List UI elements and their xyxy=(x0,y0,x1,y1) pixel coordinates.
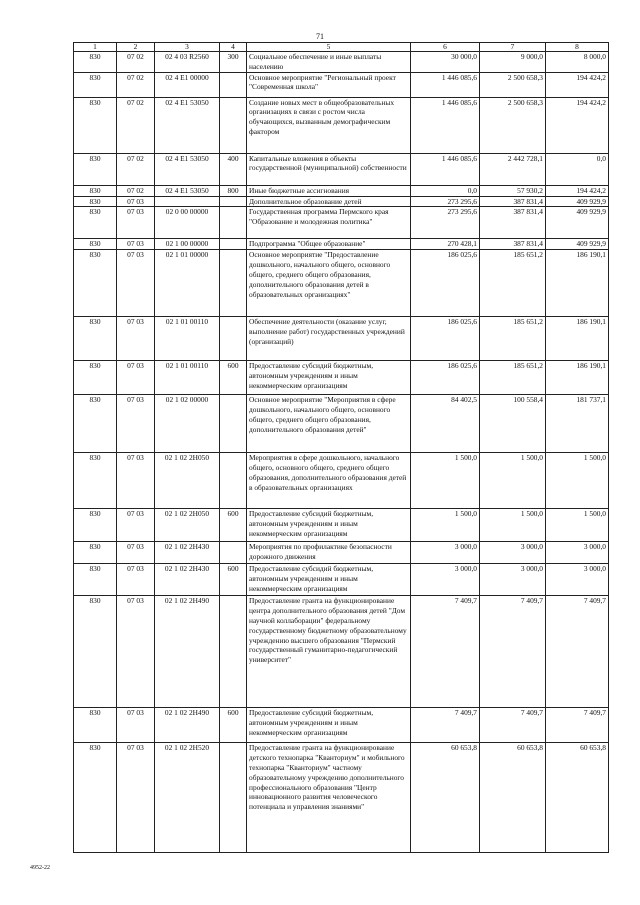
description-cell: Предоставление гранта на функционирование центра дополнительного образования детей "Дом научной коллаборации" федеральному государственному бюджетному образовательному учреждению высшего образования "Пермский государственный гуманитарно-педагогический университет" xyxy=(247,596,411,708)
admin-code-cell: 830 xyxy=(74,250,117,317)
admin-code-cell: 830 xyxy=(74,361,117,395)
target-article-cell: 02 1 01 00110 xyxy=(155,317,220,361)
amount-year3-cell: 194 424,2 xyxy=(546,72,609,97)
description-cell: Создание новых мест в общеобразовательных организациях в связи с ростом числа обучающихся, вызванным демографическим фактором xyxy=(247,97,411,153)
amount-year2-cell: 2 500 658,3 xyxy=(480,97,546,153)
section-code-cell: 07 03 xyxy=(117,708,155,743)
amount-year3-cell: 60 653,8 xyxy=(546,743,609,853)
amount-year2-cell: 1 500,0 xyxy=(480,453,546,509)
description-cell: Предоставление субсидий бюджетным, автономным учреждениям и иным некоммерческим организациям xyxy=(247,564,411,596)
expense-type-cell xyxy=(220,596,247,708)
section-code-cell: 07 03 xyxy=(117,453,155,509)
expense-type-cell xyxy=(220,97,247,153)
amount-year1-cell: 1 500,0 xyxy=(411,509,480,542)
target-article-cell: 02 4 E1 53050 xyxy=(155,97,220,153)
amount-year2-cell: 185 651,2 xyxy=(480,317,546,361)
admin-code-cell: 830 xyxy=(74,97,117,153)
amount-year3-cell: 181 737,1 xyxy=(546,395,609,453)
expense-type-cell xyxy=(220,239,247,250)
amount-year3-cell: 0,0 xyxy=(546,153,609,185)
description-cell: Предоставление субсидий бюджетным, автономным учреждениям и иным некоммерческим организациям xyxy=(247,509,411,542)
target-article-cell: 02 1 02 00000 xyxy=(155,395,220,453)
amount-year2-cell: 7 409,7 xyxy=(480,708,546,743)
amount-year2-cell: 60 653,8 xyxy=(480,743,546,853)
table-row xyxy=(74,239,609,250)
amount-year3-cell: 194 424,2 xyxy=(546,185,609,196)
description-cell: Обеспечение деятельности (оказание услуг, выполнение работ) государственных учреждений (организаций) xyxy=(247,317,411,361)
amount-year1-cell: 186 025,6 xyxy=(411,250,480,317)
amount-year2-cell: 185 651,2 xyxy=(480,361,546,395)
expense-type-cell xyxy=(220,453,247,509)
amount-year2-cell: 3 000,0 xyxy=(480,542,546,564)
amount-year2-cell: 185 651,2 xyxy=(480,250,546,317)
admin-code-cell: 830 xyxy=(74,317,117,361)
description-cell: Подпрограмма "Общее образование" xyxy=(247,239,411,250)
admin-code-cell: 830 xyxy=(74,596,117,708)
amount-year1-cell: 3 000,0 xyxy=(411,542,480,564)
amount-year2-cell: 3 000,0 xyxy=(480,564,546,596)
description-cell: Предоставление гранта на функционирование детского технопарка "Кванториум" и мобильного технопарка "Кванториум" частному образовательному учреждению дополнительного профессионального образования "Центр инновационного развития человеческого потенциала и управления знаниями" xyxy=(247,743,411,853)
target-article-cell: 02 1 02 2H520 xyxy=(155,743,220,853)
page-number: 71 xyxy=(316,32,324,41)
amount-year2-cell: 100 558,4 xyxy=(480,395,546,453)
amount-year2-cell: 9 000,0 xyxy=(480,52,546,73)
budget-table xyxy=(73,42,609,853)
amount-year1-cell: 1 446 085,6 xyxy=(411,72,480,97)
description-cell: Капитальные вложения в объекты государственной (муниципальной) собственности xyxy=(247,153,411,185)
expense-type-cell xyxy=(220,72,247,97)
target-article-cell: 02 1 01 00110 xyxy=(155,361,220,395)
amount-year3-cell: 3 000,0 xyxy=(546,564,609,596)
amount-year2-cell: 387 831,4 xyxy=(480,207,546,239)
amount-year3-cell: 409 929,9 xyxy=(546,196,609,207)
column-header-4: 4 xyxy=(220,43,247,52)
admin-code-cell: 830 xyxy=(74,153,117,185)
target-article-cell: 02 1 02 2H490 xyxy=(155,708,220,743)
amount-year2-cell: 57 930,2 xyxy=(480,185,546,196)
section-code-cell: 07 03 xyxy=(117,361,155,395)
amount-year1-cell: 270 428,1 xyxy=(411,239,480,250)
table-row xyxy=(74,317,609,361)
section-code-cell: 07 02 xyxy=(117,72,155,97)
amount-year1-cell: 186 025,6 xyxy=(411,317,480,361)
description-cell: Предоставление субсидий бюджетным, автономным учреждениям и иным некоммерческим организациям xyxy=(247,361,411,395)
section-code-cell: 07 03 xyxy=(117,196,155,207)
amount-year2-cell: 2 500 658,3 xyxy=(480,72,546,97)
column-header-5: 5 xyxy=(247,43,411,52)
expense-type-cell: 600 xyxy=(220,509,247,542)
table-row xyxy=(74,708,609,743)
section-code-cell: 07 02 xyxy=(117,52,155,73)
expense-type-cell: 400 xyxy=(220,153,247,185)
expense-type-cell: 600 xyxy=(220,361,247,395)
amount-year3-cell: 1 500,0 xyxy=(546,453,609,509)
target-article-cell: 02 1 02 2H430 xyxy=(155,542,220,564)
target-article-cell: 02 4 03 R2560 xyxy=(155,52,220,73)
target-article-cell: 02 4 E1 53050 xyxy=(155,185,220,196)
table-row xyxy=(74,564,609,596)
expense-type-cell xyxy=(220,250,247,317)
amount-year1-cell: 1 446 085,6 xyxy=(411,97,480,153)
target-article-cell: 02 1 01 00000 xyxy=(155,250,220,317)
amount-year3-cell: 1 500,0 xyxy=(546,509,609,542)
admin-code-cell: 830 xyxy=(74,453,117,509)
table-body xyxy=(74,52,609,853)
target-article-cell: 02 4 E1 00000 xyxy=(155,72,220,97)
section-code-cell: 07 03 xyxy=(117,395,155,453)
amount-year1-cell: 7 409,7 xyxy=(411,708,480,743)
table-row xyxy=(74,153,609,185)
admin-code-cell: 830 xyxy=(74,708,117,743)
amount-year1-cell: 273 295,6 xyxy=(411,207,480,239)
amount-year3-cell: 8 000,0 xyxy=(546,52,609,73)
expense-type-cell: 300 xyxy=(220,52,247,73)
section-code-cell: 07 03 xyxy=(117,564,155,596)
header-row xyxy=(74,43,609,52)
amount-year1-cell: 1 500,0 xyxy=(411,453,480,509)
admin-code-cell: 830 xyxy=(74,509,117,542)
table-row xyxy=(74,52,609,73)
amount-year3-cell: 409 929,9 xyxy=(546,239,609,250)
amount-year2-cell: 1 500,0 xyxy=(480,509,546,542)
amount-year2-cell: 387 831,4 xyxy=(480,196,546,207)
section-code-cell: 07 02 xyxy=(117,185,155,196)
column-header-3: 3 xyxy=(155,43,220,52)
expense-type-cell xyxy=(220,317,247,361)
amount-year2-cell: 2 442 728,1 xyxy=(480,153,546,185)
amount-year1-cell: 3 000,0 xyxy=(411,564,480,596)
description-cell: Иные бюджетные ассигнования xyxy=(247,185,411,196)
section-code-cell: 07 03 xyxy=(117,509,155,542)
target-article-cell: 02 1 02 2H050 xyxy=(155,453,220,509)
admin-code-cell: 830 xyxy=(74,743,117,853)
admin-code-cell: 830 xyxy=(74,564,117,596)
amount-year3-cell: 7 409,7 xyxy=(546,708,609,743)
amount-year1-cell: 84 402,5 xyxy=(411,395,480,453)
section-code-cell: 07 03 xyxy=(117,743,155,853)
table-row xyxy=(74,596,609,708)
amount-year3-cell: 194 424,2 xyxy=(546,97,609,153)
section-code-cell: 07 03 xyxy=(117,317,155,361)
amount-year1-cell: 186 025,6 xyxy=(411,361,480,395)
amount-year3-cell: 3 000,0 xyxy=(546,542,609,564)
description-cell: Предоставление субсидий бюджетным, автономным учреждениям и иным некоммерческим организациям xyxy=(247,708,411,743)
description-cell: Основное мероприятие "Предоставление дошкольного, начального общего, основного общего, среднего общего образования, дополнительного образования детей в образовательных организациях" xyxy=(247,250,411,317)
expense-type-cell xyxy=(220,395,247,453)
expense-type-cell: 600 xyxy=(220,708,247,743)
admin-code-cell: 830 xyxy=(74,239,117,250)
target-article-cell: 02 1 02 2H430 xyxy=(155,564,220,596)
column-header-2: 2 xyxy=(117,43,155,52)
section-code-cell: 07 03 xyxy=(117,239,155,250)
amount-year1-cell: 1 446 085,6 xyxy=(411,153,480,185)
target-article-cell: 02 1 02 2H050 xyxy=(155,509,220,542)
section-code-cell: 07 03 xyxy=(117,542,155,564)
amount-year1-cell: 7 409,7 xyxy=(411,596,480,708)
expense-type-cell xyxy=(220,207,247,239)
amount-year3-cell: 7 409,7 xyxy=(546,596,609,708)
description-cell: Мероприятия в сфере дошкольного, начального общего, основного общего, среднего общего образования, дополнительного образования детей в образовательных организациях xyxy=(247,453,411,509)
section-code-cell: 07 03 xyxy=(117,207,155,239)
expense-type-cell xyxy=(220,542,247,564)
amount-year3-cell: 186 190,1 xyxy=(546,317,609,361)
expense-type-cell: 800 xyxy=(220,185,247,196)
description-cell: Социальное обеспечение и иные выплаты населению xyxy=(247,52,411,73)
target-article-cell: 02 1 00 00000 xyxy=(155,239,220,250)
section-code-cell: 07 03 xyxy=(117,596,155,708)
admin-code-cell: 830 xyxy=(74,395,117,453)
table-row xyxy=(74,361,609,395)
amount-year3-cell: 409 929,9 xyxy=(546,207,609,239)
column-header-8: 8 xyxy=(546,43,609,52)
table-row xyxy=(74,250,609,317)
section-code-cell: 07 02 xyxy=(117,97,155,153)
table-row xyxy=(74,395,609,453)
admin-code-cell: 830 xyxy=(74,72,117,97)
target-article-cell: 02 1 02 2H490 xyxy=(155,596,220,708)
admin-code-cell: 830 xyxy=(74,207,117,239)
admin-code-cell: 830 xyxy=(74,542,117,564)
amount-year3-cell: 186 190,1 xyxy=(546,250,609,317)
amount-year1-cell: 60 653,8 xyxy=(411,743,480,853)
amount-year1-cell: 30 000,0 xyxy=(411,52,480,73)
target-article-cell: 02 4 E1 53050 xyxy=(155,153,220,185)
table-row xyxy=(74,542,609,564)
table-row xyxy=(74,185,609,196)
column-header-1: 1 xyxy=(74,43,117,52)
table-row xyxy=(74,72,609,97)
admin-code-cell: 830 xyxy=(74,52,117,73)
amount-year2-cell: 387 831,4 xyxy=(480,239,546,250)
amount-year1-cell: 0,0 xyxy=(411,185,480,196)
column-header-7: 7 xyxy=(480,43,546,52)
description-cell: Дополнительное образование детей xyxy=(247,196,411,207)
expense-type-cell: 600 xyxy=(220,564,247,596)
expense-type-cell xyxy=(220,196,247,207)
table-row xyxy=(74,453,609,509)
description-cell: Мероприятия по профилактике безопасности дорожного движения xyxy=(247,542,411,564)
amount-year1-cell: 273 295,6 xyxy=(411,196,480,207)
description-cell: Основное мероприятие "Мероприятия в сфере дошкольного, начального общего, основного общего, среднего общего образования, дополнительного образования детей" xyxy=(247,395,411,453)
amount-year3-cell: 186 190,1 xyxy=(546,361,609,395)
table-row xyxy=(74,196,609,207)
table-row xyxy=(74,743,609,853)
column-header-6: 6 xyxy=(411,43,480,52)
table-row xyxy=(74,97,609,153)
description-cell: Государственная программа Пермского края "Образование и молодежная политика" xyxy=(247,207,411,239)
table-row xyxy=(74,509,609,542)
expense-type-cell xyxy=(220,743,247,853)
amount-year2-cell: 7 409,7 xyxy=(480,596,546,708)
table-row xyxy=(74,207,609,239)
section-code-cell: 07 02 xyxy=(117,153,155,185)
admin-code-cell: 830 xyxy=(74,185,117,196)
description-cell: Основное мероприятие "Региональный проект "Современная школа" xyxy=(247,72,411,97)
footer-code: 4952-22 xyxy=(30,865,50,871)
admin-code-cell: 830 xyxy=(74,196,117,207)
target-article-cell xyxy=(155,196,220,207)
target-article-cell: 02 0 00 00000 xyxy=(155,207,220,239)
section-code-cell: 07 03 xyxy=(117,250,155,317)
